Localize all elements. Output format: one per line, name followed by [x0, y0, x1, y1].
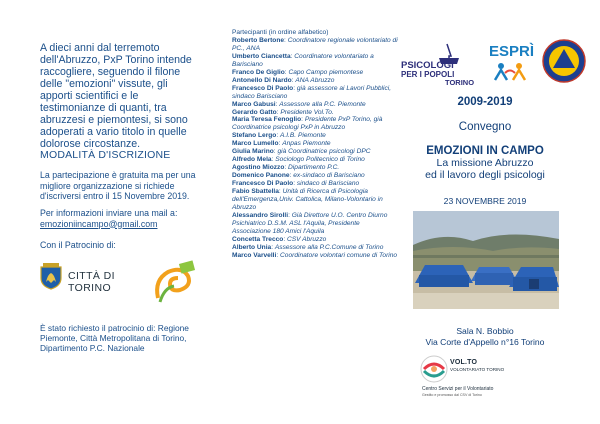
- participant-role: ANA Abruzzo: [295, 76, 335, 84]
- participant-role: Sociologo Politecnico di Torino: [275, 156, 365, 164]
- participant-name: Antonello Di Nardo: [232, 76, 292, 84]
- participant-role: già assessore ai Lavori Pubblici, sindaco Barisciano: [232, 84, 392, 100]
- participant-name: Francesco Di Paolo: [232, 180, 294, 188]
- subtitle-line-2: ed il lavoro degli psicologi: [425, 168, 545, 181]
- event-subtitle: [400, 158, 570, 181]
- participant-role: Presidente Vol.To.: [280, 108, 334, 116]
- patronage-label: Con il Patrocinio di:: [40, 240, 116, 250]
- volto-line-3: Centro Servizi per il Volontariato: [422, 386, 494, 392]
- participant-entry: Alfredo Mela: Sociologo Politecnico di Torino: [232, 156, 365, 164]
- participant-entry: Marco Gabusi: Assessore alla P.C. Piemonte: [232, 100, 366, 108]
- psi-line-3: TORINO: [445, 78, 475, 86]
- espri-logo: [487, 40, 537, 82]
- event-date: 23 NOVEMBRE 2019: [443, 196, 527, 206]
- participant-name: Umberto Ciancetta: [232, 52, 291, 60]
- tent-left: [415, 265, 473, 287]
- participant-name: Roberto Bertone: [232, 36, 285, 44]
- participant-entry: Agostino Miozzo: Dipartimento P.C.: [232, 164, 340, 172]
- participants-list: [232, 29, 400, 260]
- participant-role: Coordinatore regionale volontariato di PC., ANA: [232, 36, 398, 52]
- participant-entry: Alberto Unia: Assessore alla P.C.Comune di Torino: [232, 243, 384, 251]
- participant-entry: Giulia Marino: già Coordinatrice psicologi DPC: [232, 148, 371, 156]
- tent-camp-photo: [413, 211, 559, 309]
- participant-name: Agostino Miozzo: [232, 164, 285, 172]
- event-title: EMOZIONI IN CAMPO: [426, 145, 544, 157]
- volto-line-1: VOL.TO: [450, 359, 478, 366]
- participant-role: Coordinatore volontari comune di Torino: [280, 251, 398, 259]
- participant-role: Unità di Ricerca di Psicologia dell'Emergenza,Univ. Cattolica, Milano-Volontario in Abruzzo: [232, 188, 383, 211]
- participant-role: Presidente PxP Torino, già Coordinatrice psicologi PxP in Abruzzo: [232, 116, 383, 132]
- participant-name: Stefano Lergo: [232, 132, 277, 140]
- participant-entry: Francesco Di Paolo: già assessore ai Lavori Pubblici, sindaco Barisciano: [232, 84, 392, 100]
- venue: [400, 326, 570, 347]
- volto-emblem-icon: [420, 355, 448, 383]
- venue-line-2: Via Corte d'Appello n°16 Torino: [425, 336, 545, 347]
- participant-role: Assessore alla P.C. Piemonte: [279, 100, 366, 108]
- protezione-civile-emblem-icon: [541, 38, 587, 84]
- participants-header: Partecipanti (in ordine alfabetico): [232, 29, 329, 36]
- participant-name: Marco Varvelli: [232, 251, 277, 259]
- venue-line-1: Sala N. Bobbio: [456, 326, 514, 336]
- requested-patronage: È stato richiesto il patrocinio di: Regione Piemonte, Città Metropolitana di Torino, Dipartimento P.C. Nazionale: [40, 323, 189, 353]
- participant-entry: Antonello Di Nardo: ANA Abruzzo: [232, 76, 335, 84]
- participant-role: già Coordinatrice psicologi DPC: [277, 148, 371, 156]
- convegno-label: Convegno: [458, 121, 512, 133]
- participant-entry: Maria Teresa Fenoglio: Presidente PxP Torino, già Coordinatrice psicologi PxP in Abruzzo: [232, 116, 383, 132]
- psicologi-per-i-popoli-logo: [399, 42, 479, 86]
- years: 2009-2019: [457, 96, 513, 108]
- participant-role: Anpas Piemonte: [282, 140, 331, 148]
- participant-role: Già Direttore U.O. Centro Diurno Psichiatrico D.S.M. ASL l'Aquila, Presidente Associazione 180 Amici l'Aquila: [232, 211, 388, 235]
- participant-entry: Francesco Di Paolo: sindaco di Barisciano: [232, 180, 360, 188]
- registration-heading: MODALITÀ D'ISCRIZIONE: [40, 149, 171, 161]
- participant-name: Fabio Sbattella: [232, 188, 279, 196]
- top-logos: [395, 38, 600, 86]
- participant-role: CSV Abruzzo: [286, 235, 327, 243]
- participant-name: Alberto Unia: [232, 243, 272, 251]
- participant-entry: Gerardo Gatto: Presidente Vol.To.: [232, 108, 334, 116]
- participant-name: Alfredo Mela: [232, 156, 272, 164]
- participant-role: Coordinatore volontariato a Barisciano: [232, 52, 374, 68]
- spiral-logo-icon: [150, 258, 198, 306]
- psicologi-logo-graphic: [399, 42, 479, 86]
- volto-logo: [418, 355, 538, 403]
- subtitle-line-1: La missione Abruzzo: [436, 157, 534, 169]
- email-link[interactable]: emozioniincampo@gmail.com: [40, 218, 158, 229]
- psi-line-2: PER I POPOLI: [401, 70, 455, 79]
- info-block: [40, 208, 202, 229]
- participant-entry: Fabio Sbattella: Unità di Ricerca di Psicologia dell'Emergenza,Univ. Cattolica, Milano-Volontario in Abruzzo: [232, 188, 383, 211]
- espri-logo-graphic: [487, 40, 537, 82]
- espri-text: ESPRÌ: [489, 43, 535, 60]
- participant-entry: Roberto Bertone: Coordinatore regionale volontariato di PC., ANA: [232, 36, 398, 52]
- info-text: Per informazioni inviare una mail a:: [40, 208, 178, 218]
- left-panel: [0, 0, 200, 424]
- participant-name: Concetta Trecco: [232, 235, 284, 243]
- participant-name: Marco Lumello: [232, 140, 279, 148]
- participant-entry: Stefano Lergo: A.I.B. Piemonte: [232, 132, 326, 140]
- registration-text: La partecipazione è gratuita ma per una migliore organizzazione si richiede d'iscriversi entro il 15 Novembre 2019.: [40, 170, 196, 201]
- participant-role: sindaco di Barisciano: [296, 180, 360, 188]
- volto-line-2: VOLONTARIATO TORINO: [450, 367, 505, 372]
- participant-name: Francesco Di Paolo: [232, 84, 294, 92]
- participant-role: ex-sindaco di Barisciano: [293, 172, 365, 180]
- participant-name: Franco De Giglio: [232, 68, 285, 76]
- participant-entry: Marco Lumello: Anpas Piemonte: [232, 140, 331, 148]
- volto-line-4: Gestito e promosso dal CSV di Torino: [422, 393, 482, 397]
- participant-name: Maria Teresa Fenoglio: [232, 116, 302, 124]
- torino-crest-icon: [38, 262, 64, 290]
- psi-line-1: PSICOLOGI: [401, 60, 454, 71]
- citta-di-torino-logo: [38, 262, 144, 294]
- participant-role: Capo Campo piemontese: [288, 68, 364, 76]
- participant-name: Alessandro Sirolli: [232, 211, 289, 219]
- participant-name: Domenico Panone: [232, 172, 290, 180]
- protezione-civile-logo: [541, 38, 587, 84]
- participant-name: Giulia Marino: [232, 148, 274, 156]
- participant-entry: Concetta Trecco: CSV Abruzzo: [232, 235, 327, 243]
- participant-name: Gerardo Gatto: [232, 108, 277, 116]
- participant-name: Marco Gabusi: [232, 100, 276, 108]
- participant-entry: Umberto Ciancetta: Coordinatore volontariato a Barisciano: [232, 52, 374, 68]
- participant-role: Assessore alla P.C.Comune di Torino: [274, 243, 384, 251]
- torino-logo-text: CITTÀ DI TORINO: [68, 270, 115, 294]
- participant-entry: Alessandro Sirolli: Già Direttore U.O. Centro Diurno Psichiatrico D.S.M. ASL l'Aquila, Presidente Associazione 180 Amici l'Aquila: [232, 211, 388, 235]
- intro-text: A dieci anni dal terremoto dell'Abruzzo, PxP Torino intende raccogliere, seguendo il filone delle "emozioni" vissute, gli apporti scientifici e le testimonianze di quanti, tra abruzzesi e piemontesi, si sono adoperati a vario titolo in quelle dolorose circostanze.: [40, 42, 192, 150]
- tent-middle: [471, 267, 517, 285]
- participant-entry: Marco Varvelli: Coordinatore volontari comune di Torino: [232, 251, 398, 259]
- participant-role: A.I.B. Piemonte: [280, 132, 326, 140]
- participant-role: Dipartimento P.C.: [288, 164, 340, 172]
- participant-entry: Domenico Panone: ex-sindaco di Barisciano: [232, 172, 365, 180]
- participant-entry: Franco De Giglio: Capo Campo piemontese: [232, 68, 364, 76]
